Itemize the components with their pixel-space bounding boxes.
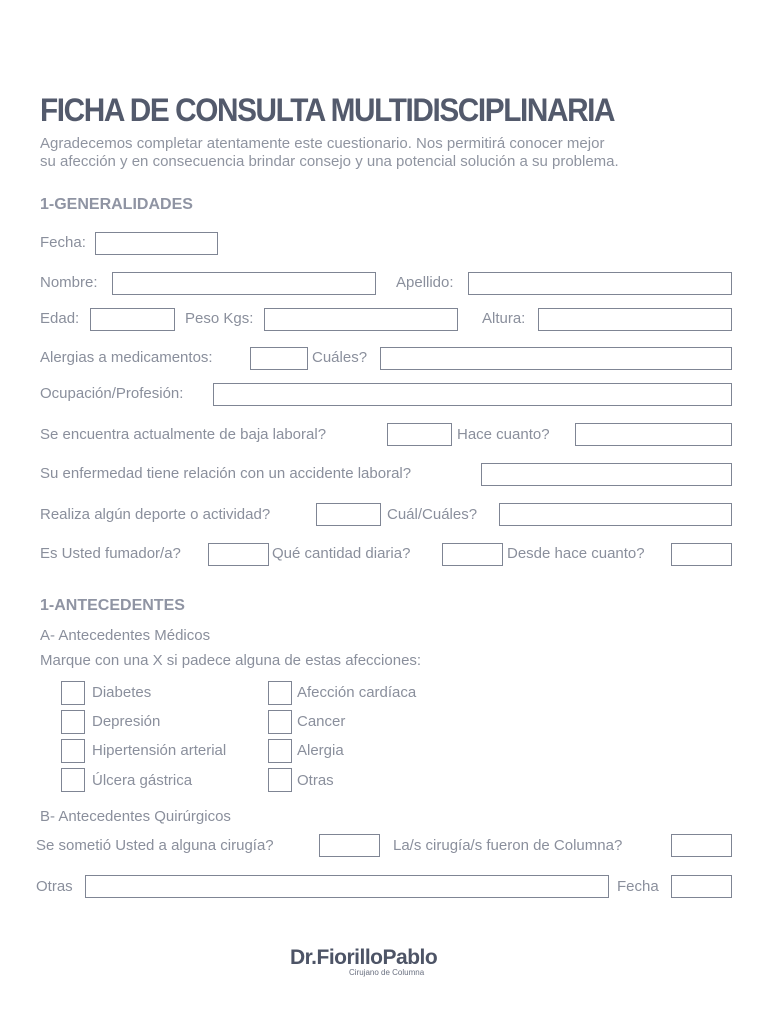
checkbox-otras[interactable] — [268, 768, 292, 792]
ocupacion-label: Ocupación/Profesión: — [40, 385, 184, 402]
intro-line-2: su afección y en consecuencia brindar consejo y una potencial solución a su problema. — [40, 153, 619, 170]
condition-label: Alergia — [297, 742, 344, 759]
section-heading-generalidades: 1-GENERALIDADES — [40, 196, 193, 213]
hace-cuanto-input[interactable] — [575, 423, 732, 446]
deporte-input[interactable] — [316, 503, 381, 526]
logo: Dr.FiorilloPablo — [290, 946, 438, 969]
checkbox-diabetes[interactable] — [61, 681, 85, 705]
baja-laboral-input[interactable] — [387, 423, 452, 446]
peso-label: Peso Kgs: — [185, 310, 254, 327]
condition-label: Otras — [297, 772, 334, 789]
alergias-input[interactable] — [250, 347, 308, 370]
cirugia-label: Se sometió Usted a alguna cirugía? — [36, 837, 274, 854]
cantidad-label: Qué cantidad diaria? — [272, 545, 411, 562]
altura-label: Altura: — [482, 310, 526, 327]
fumador-label: Es Usted fumador/a? — [40, 545, 181, 562]
quirurgicos-subtitle: B- Antecedentes Quirúrgicos — [40, 808, 231, 825]
instruction-text: Marque con una X si padece alguna de estas afecciones: — [40, 652, 422, 669]
desde-input[interactable] — [671, 543, 732, 566]
baja-laboral-label: Se encuentra actualmente de baja laboral? — [40, 426, 327, 443]
condition-label: Hipertensión arterial — [92, 742, 227, 759]
fecha-input[interactable] — [95, 232, 218, 255]
fecha-label: Fecha: — [40, 234, 86, 251]
condition-label: Diabetes — [92, 684, 152, 701]
cual-cuales-label: Cuál/Cuáles? — [387, 506, 478, 523]
intro-line-1: Agradecemos completar atentamente este cuestionario. Nos permitirá conocer mejor — [40, 135, 605, 152]
logo-subtitle: Cirujano de Columna — [349, 968, 425, 977]
nombre-label: Nombre: — [40, 274, 98, 291]
desde-label: Desde hace cuanto? — [507, 545, 645, 562]
checkbox-depresion[interactable] — [61, 710, 85, 734]
apellido-input[interactable] — [468, 272, 732, 295]
intro-text — [40, 135, 740, 171]
checkbox-cancer[interactable] — [268, 710, 292, 734]
altura-input[interactable] — [538, 308, 732, 331]
alergias-label: Alergias a medicamentos: — [40, 349, 213, 366]
columna-label: La/s cirugía/s fueron de Columna? — [393, 837, 623, 854]
apellido-label: Apellido: — [396, 274, 454, 291]
checkbox-hipertension[interactable] — [61, 739, 85, 763]
condition-label: Depresión — [92, 713, 161, 730]
fumador-input[interactable] — [208, 543, 269, 566]
page-title: FICHA DE CONSULTA MULTIDISCIPLINARIA — [40, 92, 615, 128]
condition-label: Cancer — [297, 713, 346, 730]
cuales-label: Cuáles? — [312, 349, 368, 366]
edad-input[interactable] — [90, 308, 175, 331]
deporte-label: Realiza algún deporte o actividad? — [40, 506, 271, 523]
nombre-input[interactable] — [112, 272, 376, 295]
checkbox-afeccion-cardiaca[interactable] — [268, 681, 292, 705]
otras-label: Otras — [36, 878, 73, 895]
peso-input[interactable] — [264, 308, 458, 331]
hace-cuanto-label: Hace cuanto? — [457, 426, 550, 443]
cantidad-input[interactable] — [442, 543, 503, 566]
condition-label: Úlcera gástrica — [92, 772, 193, 789]
accidente-input[interactable] — [481, 463, 732, 486]
checkbox-ulcera[interactable] — [61, 768, 85, 792]
accidente-label: Su enfermedad tiene relación con un accidente laboral? — [40, 465, 412, 482]
ocupacion-input[interactable] — [213, 383, 732, 406]
condition-label: Afección cardíaca — [297, 684, 417, 701]
medicos-subtitle: A- Antecedentes Médicos — [40, 627, 211, 644]
cual-cuales-input[interactable] — [499, 503, 732, 526]
fecha-cirugia-input[interactable] — [671, 875, 732, 898]
columna-input[interactable] — [671, 834, 732, 857]
checkbox-alergia[interactable] — [268, 739, 292, 763]
section-heading-antecedentes: 1-ANTECEDENTES — [40, 597, 185, 614]
otras-input[interactable] — [85, 875, 609, 898]
cuales-input[interactable] — [380, 347, 732, 370]
edad-label: Edad: — [40, 310, 80, 327]
cirugia-input[interactable] — [319, 834, 380, 857]
fecha-cirugia-label: Fecha — [617, 878, 659, 895]
